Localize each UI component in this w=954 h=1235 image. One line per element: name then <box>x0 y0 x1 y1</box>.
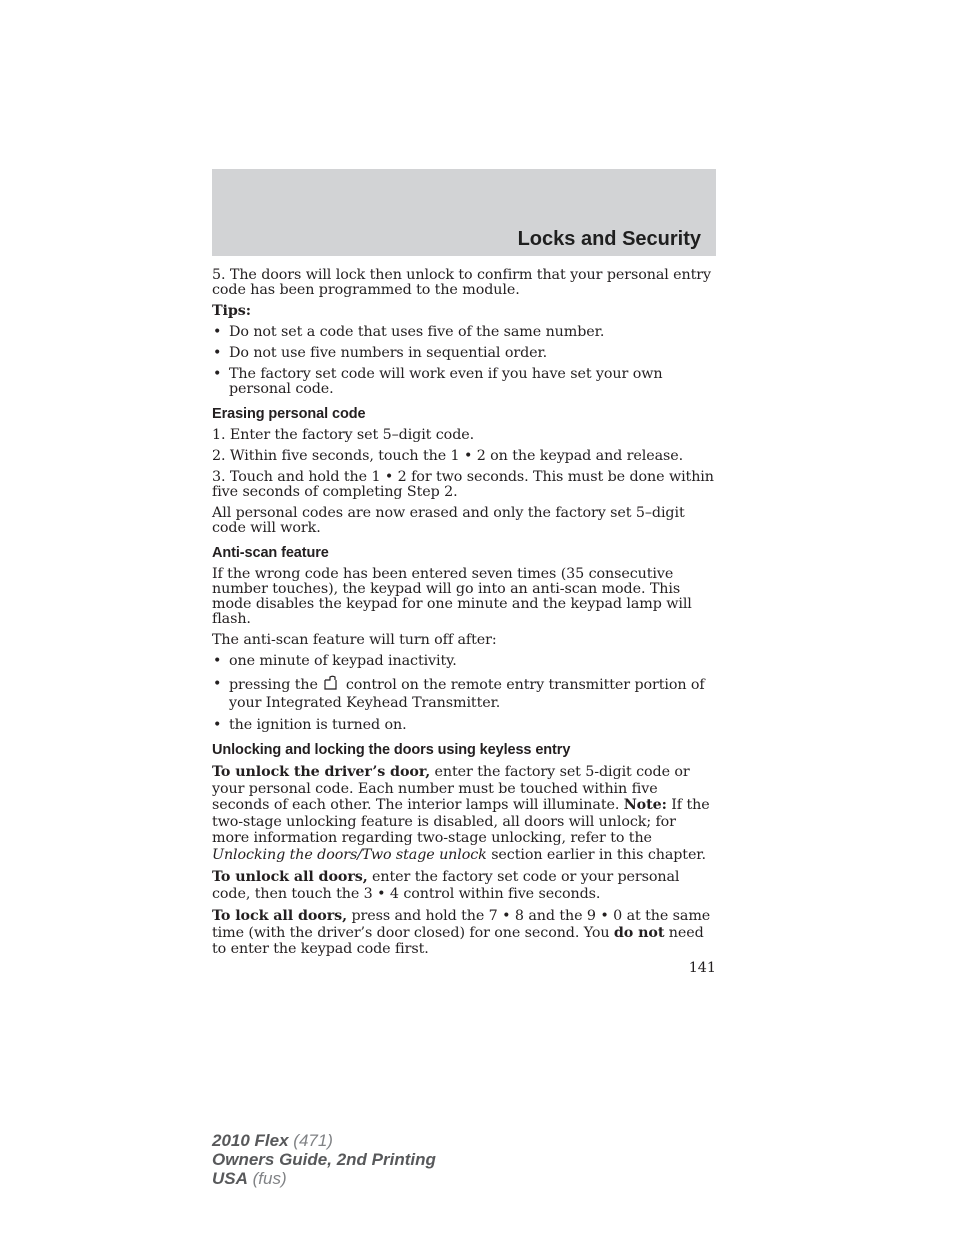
antiscan-list <box>212 654 716 733</box>
list-item: • the ignition is turned on. <box>213 717 407 733</box>
section-header <box>212 169 716 256</box>
erase-step-1: 1. Enter the factory set 5–digit code. <box>212 427 475 443</box>
step-5: 5. The doors will lock then unlock to confirm that your personal entry code has been programmed to the module. <box>212 267 712 298</box>
list-item: • one minute of keypad inactivity. <box>213 653 457 669</box>
list-item: • Do not use five numbers in sequential order. <box>213 345 548 361</box>
erase-step-2: 2. Within five seconds, touch the 1 • 2 on the keypad and release. <box>212 448 684 464</box>
footer <box>212 1131 436 1188</box>
section-title: Locks and Security <box>517 228 701 250</box>
heading-keyless-entry: Unlocking and locking the doors using keyless entry <box>212 742 571 758</box>
list-item: • The factory set code will work even if you have set your own personal code. <box>213 366 663 397</box>
heading-anti-scan: Anti-scan feature <box>212 545 329 561</box>
antiscan-para-1: If the wrong code has been entered seven times (35 consecutive number touches), the keypad will go into an anti-scan mode. This mode disables the keypad for one minute and the keypad lamp will flash. <box>212 566 692 627</box>
erase-step-3: 3. Touch and hold the 1 • 2 for two seconds. This must be done within five seconds of completing Step 2. <box>212 469 714 500</box>
page-number: 141 <box>688 960 716 976</box>
list-item: • Do not set a code that uses five of the same number. <box>213 324 605 340</box>
keyless-para-1: To unlock the driver’s door, enter the factory set 5-digit code or your personal code. Each number must be touched within five seconds of each other. The interior lamps will illuminate. Note: If the two-stage unlocking feature is disabled, all doors will unlock; for more information regarding two-stage unlocking, refer to the Unlocking the doors/Two stage unlock section earlier in this chapter. <box>212 764 710 863</box>
list-item: • pressing the control on the remote entry transmitter portion of your Integrated Keyhead Transmitter. <box>213 676 705 711</box>
heading-erasing-personal-code: Erasing personal code <box>212 406 366 422</box>
footer-line-3: USA (fus) <box>212 1169 287 1188</box>
keyless-para-2: To unlock all doors, enter the factory set code or your personal code, then touch the 3 • 4 control within five seconds. <box>212 869 680 902</box>
remote-unlock-icon <box>322 675 340 691</box>
keyless-para-3: To lock all doors, press and hold the 7 • 8 and the 9 • 0 at the same time (with the driver’s door closed) for one second. You do not need to enter the keypad code first. <box>212 908 711 957</box>
footer-line-2: Owners Guide, 2nd Printing <box>212 1150 436 1169</box>
antiscan-para-2: The anti-scan feature will turn off after: <box>212 632 497 648</box>
tips-label: Tips: <box>212 303 251 319</box>
footer-line-1: 2010 Flex (471) <box>212 1131 333 1150</box>
tips-list <box>212 325 716 397</box>
page-content <box>212 268 716 964</box>
erase-result: All personal codes are now erased and only the factory set 5–digit code will work. <box>212 505 685 536</box>
